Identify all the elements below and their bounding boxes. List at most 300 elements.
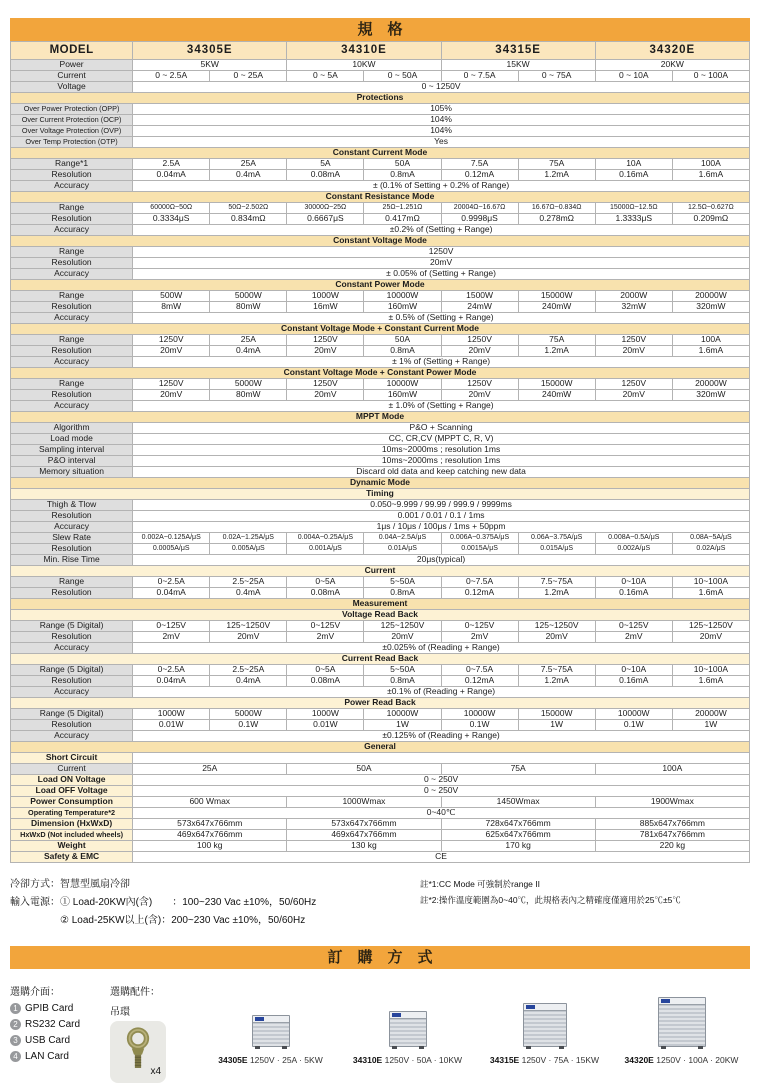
spec-value: 50A	[287, 764, 441, 775]
spec-value: 0.06A~3.75A/μS	[518, 533, 595, 544]
spec-value: 0.08mA	[287, 588, 364, 599]
row-label: Over Power Protection (OPP)	[11, 104, 133, 115]
product-caption	[218, 1055, 322, 1065]
row-label: Range	[11, 335, 133, 346]
spec-value: 1250V	[133, 247, 750, 258]
spec-row	[11, 841, 750, 852]
spec-value: 20mV	[441, 390, 518, 401]
product-spec: 1250V · 100A · 20KW	[656, 1055, 739, 1065]
row-label: Accuracy	[11, 357, 133, 368]
subsection-row	[11, 698, 750, 709]
spec-value: 10~100A	[672, 577, 749, 588]
spec-row	[11, 753, 750, 764]
spec-value: ±0.125% of (Reading + Range)	[133, 731, 750, 742]
spec-value: 1250V	[133, 335, 210, 346]
product-model: 34305E	[218, 1055, 248, 1065]
spec-value: 20000W	[672, 291, 749, 302]
spec-value: 1250V	[595, 335, 672, 346]
spec-value: 1.2mA	[518, 346, 595, 357]
spec-row	[11, 302, 750, 313]
spec-row	[11, 71, 750, 82]
spec-value: 0~10A	[595, 577, 672, 588]
spec-value: 10KW	[287, 60, 441, 71]
spec-value: 160mW	[364, 302, 441, 313]
spec-value: 0.6667μS	[287, 214, 364, 225]
row-label: Range	[11, 203, 133, 214]
spec-row	[11, 709, 750, 720]
spec-row	[11, 720, 750, 731]
spec-value: 0 ~ 75A	[518, 71, 595, 82]
spec-value: 1500W	[441, 291, 518, 302]
section-row	[11, 478, 750, 489]
spec-value: 160mW	[364, 390, 441, 401]
spec-value: 5~50A	[364, 577, 441, 588]
spec-value: ± 0.05% of (Setting + Range)	[133, 269, 750, 280]
spec-row	[11, 434, 750, 445]
spec-value: 10000W	[364, 291, 441, 302]
spec-value: 2.5A	[133, 159, 210, 170]
spec-value: 1.2mA	[518, 676, 595, 687]
spec-row	[11, 269, 750, 280]
spec-value: 0.002A~0.125A/μS	[133, 533, 210, 544]
spec-value: 100 kg	[133, 841, 287, 852]
row-label: Power	[11, 60, 133, 71]
spec-value: 130 kg	[287, 841, 441, 852]
section-label: Protections	[11, 93, 750, 104]
spec-row	[11, 423, 750, 434]
spec-value: 0 ~ 10A	[595, 71, 672, 82]
spec-row	[11, 181, 750, 192]
spec-value: ±0.025% of (Reading + Range)	[133, 643, 750, 654]
spec-row	[11, 401, 750, 412]
spec-value: 25A	[133, 764, 287, 775]
interface-item-lan	[10, 1051, 110, 1062]
spec-value: 2.5~25A	[210, 577, 287, 588]
spec-value: 0.1W	[595, 720, 672, 731]
spec-value: 625x647x766mm	[441, 830, 595, 841]
spec-value: 30000Ω~25Ω	[287, 203, 364, 214]
row-label: Resolution	[11, 588, 133, 599]
spec-value: 1.2mA	[518, 170, 595, 181]
spec-value: 0.04mA	[133, 170, 210, 181]
spec-value: 0.16mA	[595, 676, 672, 687]
spec-value: 20mV	[287, 390, 364, 401]
spec-row	[11, 170, 750, 181]
row-label: Resolution	[11, 214, 133, 225]
row-label: Range	[11, 577, 133, 588]
spec-value: 20mV	[287, 346, 364, 357]
accessories-title: 選購配件：	[110, 987, 160, 998]
spec-row	[11, 445, 750, 456]
row-label: Resolution	[11, 544, 133, 555]
spec-value: 20mV	[210, 632, 287, 643]
spec-value: 0~125V	[595, 621, 672, 632]
spec-value: 240mW	[518, 390, 595, 401]
spec-value: 0.0015A/μS	[441, 544, 518, 555]
spec-value: 0.16mA	[595, 170, 672, 181]
spec-value: 10A	[595, 159, 672, 170]
spec-value: 24mW	[441, 302, 518, 313]
spec-value: 10~100A	[672, 665, 749, 676]
spec-value: 7.5~75A	[518, 577, 595, 588]
spec-value: 0.008A~0.5A/μS	[595, 533, 672, 544]
spec-value: 1.6mA	[672, 676, 749, 687]
ordering-title-banner: 訂 購 方 式	[10, 946, 750, 969]
spec-value: 34315E	[441, 42, 595, 60]
row-label: Load ON Voltage	[11, 775, 133, 786]
row-label: Resolution	[11, 302, 133, 313]
row-label: Current	[11, 764, 133, 775]
spec-row	[11, 42, 750, 60]
row-label: Load mode	[11, 434, 133, 445]
spec-value: 1W	[364, 720, 441, 731]
spec-value: 0.02A~1.25A/μS	[210, 533, 287, 544]
spec-row	[11, 819, 750, 830]
interface-label: LAN Card	[25, 1051, 69, 1062]
spec-row	[11, 313, 750, 324]
spec-value: 0.02A/μS	[672, 544, 749, 555]
section-label: Constant Current Mode	[11, 148, 750, 159]
spec-value	[133, 753, 750, 764]
row-label: Power Consumption	[11, 797, 133, 808]
spec-row	[11, 621, 750, 632]
spec-value: 573x647x766mm	[133, 819, 287, 830]
row-label: Accuracy	[11, 522, 133, 533]
spec-value: 20mV	[133, 390, 210, 401]
spec-value: 15000Ω~12.5Ω	[595, 203, 672, 214]
spec-value: 1900Wmax	[595, 797, 749, 808]
spec-value: 20mV	[595, 390, 672, 401]
spec-value: 220 kg	[595, 841, 749, 852]
row-label: Resolution	[11, 170, 133, 181]
spec-value: 0.4mA	[210, 588, 287, 599]
spec-row	[11, 808, 750, 819]
optional-interfaces	[10, 983, 110, 1067]
spec-value: 0.08mA	[287, 676, 364, 687]
spec-value: ± 0.5% of (Setting + Range)	[133, 313, 750, 324]
number-3-icon: 3	[10, 1035, 21, 1046]
spec-value: 1W	[672, 720, 749, 731]
spec-value: 1250V	[287, 379, 364, 390]
section-label: General	[11, 742, 750, 753]
spec-value: 0.004A~0.25A/μS	[287, 533, 364, 544]
spec-value: 1250V	[133, 379, 210, 390]
product-lineup	[202, 983, 750, 1065]
spec-value: 0.001 / 0.01 / 0.1 / 1ms	[133, 511, 750, 522]
spec-value: 2mV	[595, 632, 672, 643]
product-34315e	[476, 983, 613, 1065]
spec-row	[11, 82, 750, 93]
spec-value: 0.1W	[441, 720, 518, 731]
spec-value: 2mV	[441, 632, 518, 643]
spec-value: 34310E	[287, 42, 441, 60]
spec-value: ± 1% of (Setting + Range)	[133, 357, 750, 368]
interface-label: GPIB Card	[25, 1003, 74, 1014]
spec-value: 0.3334μS	[133, 214, 210, 225]
spec-value: 10ms~2000ms ; resolution 1ms	[133, 445, 750, 456]
spec-value: 1.6mA	[672, 588, 749, 599]
section-label: Dynamic Mode	[11, 478, 750, 489]
spec-row	[11, 797, 750, 808]
spec-value: 20mV	[364, 632, 441, 643]
interface-item-gpib	[10, 1003, 110, 1014]
spec-row	[11, 247, 750, 258]
footnotes	[10, 876, 750, 930]
spec-row	[11, 852, 750, 863]
section-label: Current	[11, 566, 750, 577]
spec-value: Discard old data and keep catching new data	[133, 467, 750, 478]
spec-row	[11, 665, 750, 676]
instrument-image	[523, 1003, 567, 1047]
section-row	[11, 324, 750, 335]
spec-row	[11, 786, 750, 797]
spec-row	[11, 830, 750, 841]
spec-value: ±0.1% of (Reading + Range)	[133, 687, 750, 698]
spec-value: 10000W	[364, 709, 441, 720]
spec-value: 75A	[441, 764, 595, 775]
specification-table	[10, 41, 750, 863]
spec-value: 50A	[364, 335, 441, 346]
spec-value: 1250V	[441, 335, 518, 346]
row-label: Accuracy	[11, 181, 133, 192]
row-label: Range	[11, 247, 133, 258]
eyebolt-card	[110, 1021, 166, 1083]
spec-value: 15000W	[518, 291, 595, 302]
spec-value: 10000W	[595, 709, 672, 720]
spec-value: 7.5~75A	[518, 665, 595, 676]
spec-value: 5000W	[210, 291, 287, 302]
spec-value: 0.0005A/μS	[133, 544, 210, 555]
spec-row	[11, 258, 750, 269]
section-row	[11, 236, 750, 247]
spec-row	[11, 687, 750, 698]
section-label: Constant Voltage Mode	[11, 236, 750, 247]
section-row	[11, 280, 750, 291]
cooling-note: 冷卻方式：智慧型風扇冷卻	[10, 879, 130, 890]
spec-value: 170 kg	[441, 841, 595, 852]
spec-row	[11, 467, 750, 478]
spec-row	[11, 60, 750, 71]
row-label: Sampling interval	[11, 445, 133, 456]
spec-value: 0 ~ 25A	[210, 71, 287, 82]
spec-value: 1250V	[441, 379, 518, 390]
row-label: Accuracy	[11, 313, 133, 324]
row-label: Algorithm	[11, 423, 133, 434]
product-model: 34310E	[352, 1055, 383, 1065]
instrument-image	[389, 1011, 427, 1047]
spec-value: 0.050~9.999 / 99.99 / 999.9 / 9999ms	[133, 500, 750, 511]
spec-value: 0.08mA	[287, 170, 364, 181]
spec-value: 0.278mΩ	[518, 214, 595, 225]
spec-value: 50Ω~2.502Ω	[210, 203, 287, 214]
spec-row	[11, 775, 750, 786]
spec-value: 0.08A~5A/μS	[672, 533, 749, 544]
spec-row	[11, 357, 750, 368]
spec-value: 20mV	[518, 632, 595, 643]
spec-value: 10000W	[441, 709, 518, 720]
spec-value: 100A	[672, 335, 749, 346]
spec-row	[11, 126, 750, 137]
spec-value: 0~7.5A	[441, 665, 518, 676]
spec-value: 5000W	[210, 709, 287, 720]
spec-value: 2.5~25A	[210, 665, 287, 676]
section-row	[11, 192, 750, 203]
spec-value: 0 ~ 5A	[287, 71, 364, 82]
spec-value: 0 ~ 250V	[133, 786, 750, 797]
spec-value: P&O + Scanning	[133, 423, 750, 434]
spec-row	[11, 511, 750, 522]
section-row	[11, 742, 750, 753]
spec-value: 1000W	[287, 709, 364, 720]
spec-value: 25Ω~1.251Ω	[364, 203, 441, 214]
row-label: Accuracy	[11, 687, 133, 698]
spec-value: 25A	[210, 335, 287, 346]
spec-value: 75A	[518, 335, 595, 346]
spec-value: 125~1250V	[364, 621, 441, 632]
spec-value: 16.67Ω~0.834Ω	[518, 203, 595, 214]
spec-value: 0.12mA	[441, 676, 518, 687]
footnotes-left	[10, 876, 316, 930]
row-label: Range (5 Digital)	[11, 665, 133, 676]
spec-value: 1W	[518, 720, 595, 731]
row-label: Slew Rate	[11, 533, 133, 544]
spec-value: 0.209mΩ	[672, 214, 749, 225]
spec-value: 5~50A	[364, 665, 441, 676]
input-power-note-1: 輸入電源：① Load-20KW內(含) ：100~230 Vac ±10%，50/60Hz	[10, 897, 317, 908]
spec-value: 0.1W	[210, 720, 287, 731]
input-power-note-2: ② Load-25KW以上(含)：200~230 Vac ±10%，50/60Hz	[60, 915, 306, 926]
spec-value: 10000W	[364, 379, 441, 390]
spec-value: 125~1250V	[672, 621, 749, 632]
spec-row	[11, 577, 750, 588]
row-label: Memory situation	[11, 467, 133, 478]
spec-value: 0.01W	[133, 720, 210, 731]
spec-value: 125~1250V	[518, 621, 595, 632]
row-label: Over Temp Protection (OTP)	[11, 137, 133, 148]
row-label: Resolution	[11, 511, 133, 522]
spec-value: 34320E	[595, 42, 749, 60]
spec-value: 0~2.5A	[133, 665, 210, 676]
spec-value: 20KW	[595, 60, 749, 71]
row-label: Weight	[11, 841, 133, 852]
interface-item-rs232	[10, 1019, 110, 1030]
spec-value: 80mW	[210, 302, 287, 313]
row-label: Voltage	[11, 82, 133, 93]
spec-value: 15000W	[518, 709, 595, 720]
section-row	[11, 599, 750, 610]
spec-value: 0.015A/μS	[518, 544, 595, 555]
section-row	[11, 148, 750, 159]
product-34310e	[339, 983, 476, 1065]
spec-row	[11, 632, 750, 643]
spec-value: 0.834mΩ	[210, 214, 287, 225]
spec-value: 0.8mA	[364, 346, 441, 357]
spec-value: 104%	[133, 126, 750, 137]
interface-label: USB Card	[25, 1035, 71, 1046]
spec-value: 0.16mA	[595, 588, 672, 599]
spec-value: 1.2mA	[518, 588, 595, 599]
spec-value: 600 Wmax	[133, 797, 287, 808]
spec-value: 781x647x766mm	[595, 830, 749, 841]
spec-value: 0.04A~2.5A/μS	[364, 533, 441, 544]
spec-value: CC, CR,CV (MPPT C, R, V)	[133, 434, 750, 445]
section-row	[11, 412, 750, 423]
spec-value: 105%	[133, 104, 750, 115]
spec-value: 320mW	[672, 390, 749, 401]
spec-value: 0~40℃	[133, 808, 750, 819]
section-label: Timing	[11, 489, 750, 500]
section-label: Constant Voltage Mode + Constant Power Mode	[11, 368, 750, 379]
spec-value: 0~125V	[287, 621, 364, 632]
spec-value: 10ms~2000ms ; resolution 1ms	[133, 456, 750, 467]
row-label: Resolution	[11, 390, 133, 401]
spec-row	[11, 544, 750, 555]
spec-row	[11, 456, 750, 467]
spec-value: ± 1.0% of (Setting + Range)	[133, 401, 750, 412]
spec-value: 2mV	[133, 632, 210, 643]
spec-value: 0~5A	[287, 577, 364, 588]
row-label: Resolution	[11, 346, 133, 357]
spec-row	[11, 104, 750, 115]
spec-value: 5000W	[210, 379, 287, 390]
spec-value: 0.005A/μS	[210, 544, 287, 555]
spec-value: 100A	[595, 764, 749, 775]
spec-value: 34305E	[133, 42, 287, 60]
spec-value: 500W	[133, 291, 210, 302]
subsection-row	[11, 654, 750, 665]
spec-value: 0.01A/μS	[364, 544, 441, 555]
spec-value: 1250V	[595, 379, 672, 390]
spec-title-banner: 規 格	[10, 18, 750, 41]
product-34320e	[613, 983, 750, 1065]
row-label: Range*1	[11, 159, 133, 170]
spec-value: 7.5A	[441, 159, 518, 170]
row-label: Thigh & Tlow	[11, 500, 133, 511]
spec-value: 20mV	[595, 346, 672, 357]
row-label: Resolution	[11, 632, 133, 643]
spec-value: ±0.2% of (Setting + Range)	[133, 225, 750, 236]
row-label: Over Voltage Protection (OVP)	[11, 126, 133, 137]
spec-row	[11, 588, 750, 599]
spec-value: 0 ~ 7.5A	[441, 71, 518, 82]
row-label: Resolution	[11, 720, 133, 731]
spec-value: 0.002A/μS	[595, 544, 672, 555]
interfaces-title: 選購介面：	[10, 987, 60, 998]
row-label: Safety & EMC	[11, 852, 133, 863]
spec-value: 20μs(typical)	[133, 555, 750, 566]
spec-value: Yes	[133, 137, 750, 148]
product-spec: 1250V · 50A · 10KW	[384, 1055, 463, 1065]
number-1-icon: 1	[10, 1003, 21, 1014]
row-label: Load OFF Voltage	[11, 786, 133, 797]
row-label: Accuracy	[11, 643, 133, 654]
spec-value: 0 ~ 2.5A	[133, 71, 210, 82]
spec-value: 1250V	[287, 335, 364, 346]
spec-value: 0~10A	[595, 665, 672, 676]
spec-value: 1.6mA	[672, 346, 749, 357]
spec-value: 1000W	[133, 709, 210, 720]
spec-value: 0~5A	[287, 665, 364, 676]
spec-value: 728x647x766mm	[441, 819, 595, 830]
spec-value: 5A	[287, 159, 364, 170]
row-label: Range (5 Digital)	[11, 621, 133, 632]
spec-value: 80mW	[210, 390, 287, 401]
row-label: Accuracy	[11, 269, 133, 280]
row-label: Range	[11, 291, 133, 302]
interface-item-usb	[10, 1035, 110, 1046]
spec-row	[11, 203, 750, 214]
product-spec: 1250V · 25A · 5KW	[249, 1055, 323, 1065]
